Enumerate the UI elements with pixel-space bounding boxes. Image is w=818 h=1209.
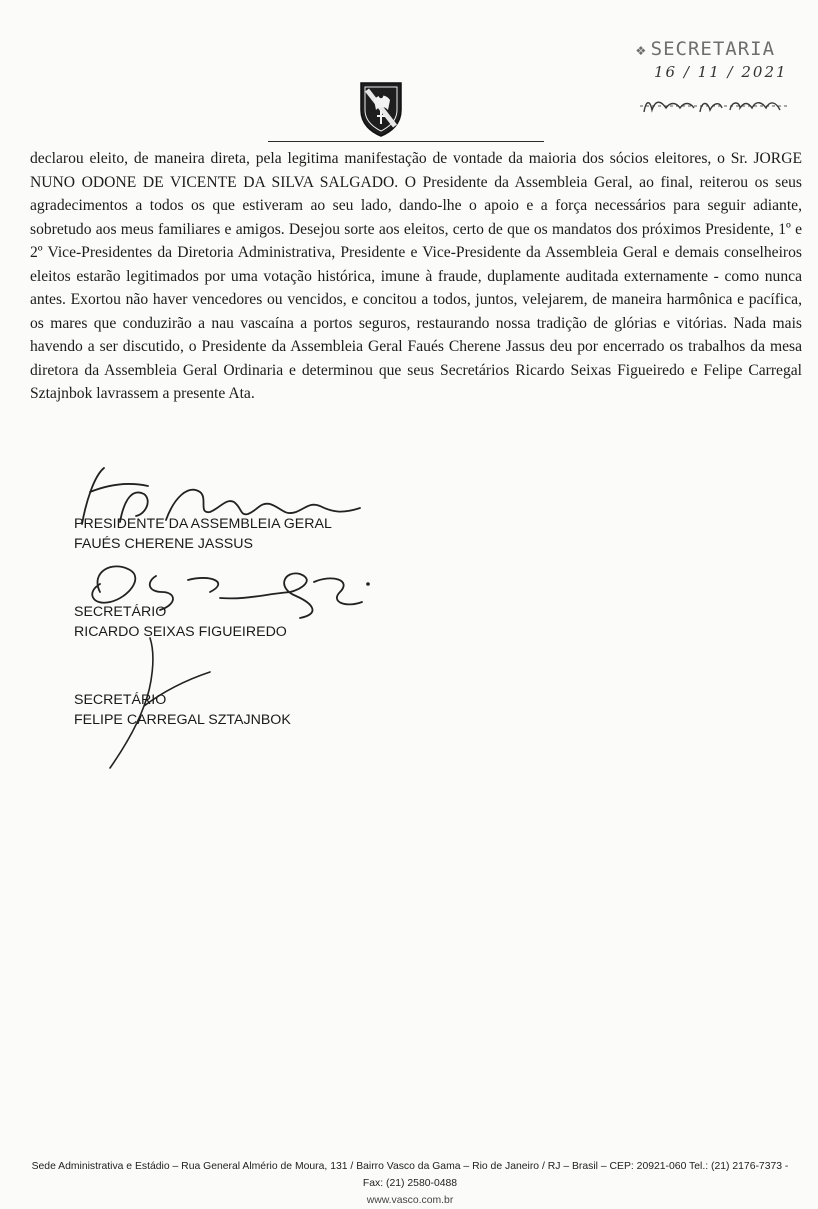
header-rule [268,141,544,142]
signature-block-president [74,514,332,554]
signature-title: PRESIDENTE DA ASSEMBLEIA GERAL [74,516,332,532]
signature-title: SECRETÁRIO [74,692,167,708]
signature-name: FELIPE CARREGAL SZTAJNBOK [74,712,291,728]
stamp-header [636,38,796,60]
signature-name: FAUÉS CHERENE JASSUS [74,536,253,552]
club-crest-logo [358,80,404,138]
stamp-handwritten-signature [636,60,796,120]
secretaria-stamp [636,38,796,81]
stamp-date: 16 / 11 / 2021 [654,63,788,81]
footer-address: Sede Administrativa e Estádio – Rua General Almério de Moura, 131 / Bairro Vasco da Gama – Rio de Janeiro / RJ – Brasil – CEP: 20921-060 Tel.: (21) 2176-7373 - Fax: (21) 2580-0488 [31,1161,789,1189]
page-footer [30,1158,790,1209]
signature-block-secretary-2 [74,690,291,730]
signature-name: RICARDO SEIXAS FIGUEIREDO [74,624,287,640]
footer-website: www.vasco.com.br [366,1195,454,1206]
stamp-seal-icon: ❖ [636,40,647,59]
signature-title: SECRETÁRIO [74,604,167,620]
stamp-label: SECRETARIA [650,38,776,60]
minutes-paragraph: declarou eleito, de maneira direta, pela legitima manifestação de vontade da maioria dos sócios eleitores, o Sr. JORGE NUNO ODONE DE VICENTE DA SILVA SALGADO. O Presidente da Assembleia Geral, ao final, reiterou os seus agradecimentos a todos os que estiveram ao seu lado, dando-lhe o apoio e a força necessários para seguir adiante, sobretudo aos meus familiares e amigos. Desejou sorte aos eleitos, certo de que os mandatos dos próximos Presidente, 1º e 2º Vice-Presidentes da Diretoria Administrativa, Presidente e Vice-Presidente da Assembleia Geral e demais conselheiros eleitos estarão legitimados por uma votação histórica, imune à fraude, duplamente auditada externamente - como nunca antes. Exortou não haver vencedores ou vencidos, e concitou a todos, juntos, velejarem, de maneira harmônica e pacífica, os mares que conduzirão a nau vascaína a portos seguros, restaurando nossa tradição de glórias e vitórias. Nada mais havendo a ser discutido, o Presidente da Assembleia Geral Faués Cherene Jassus deu por encerrado os trabalhos da mesa diretora da Assembleia Geral Ordinaria e determinou que seus Secretários Ricardo Seixas Figueiredo e Felipe Carregal Sztajnbok lavrassem a presente Ata. [30,150,802,402]
